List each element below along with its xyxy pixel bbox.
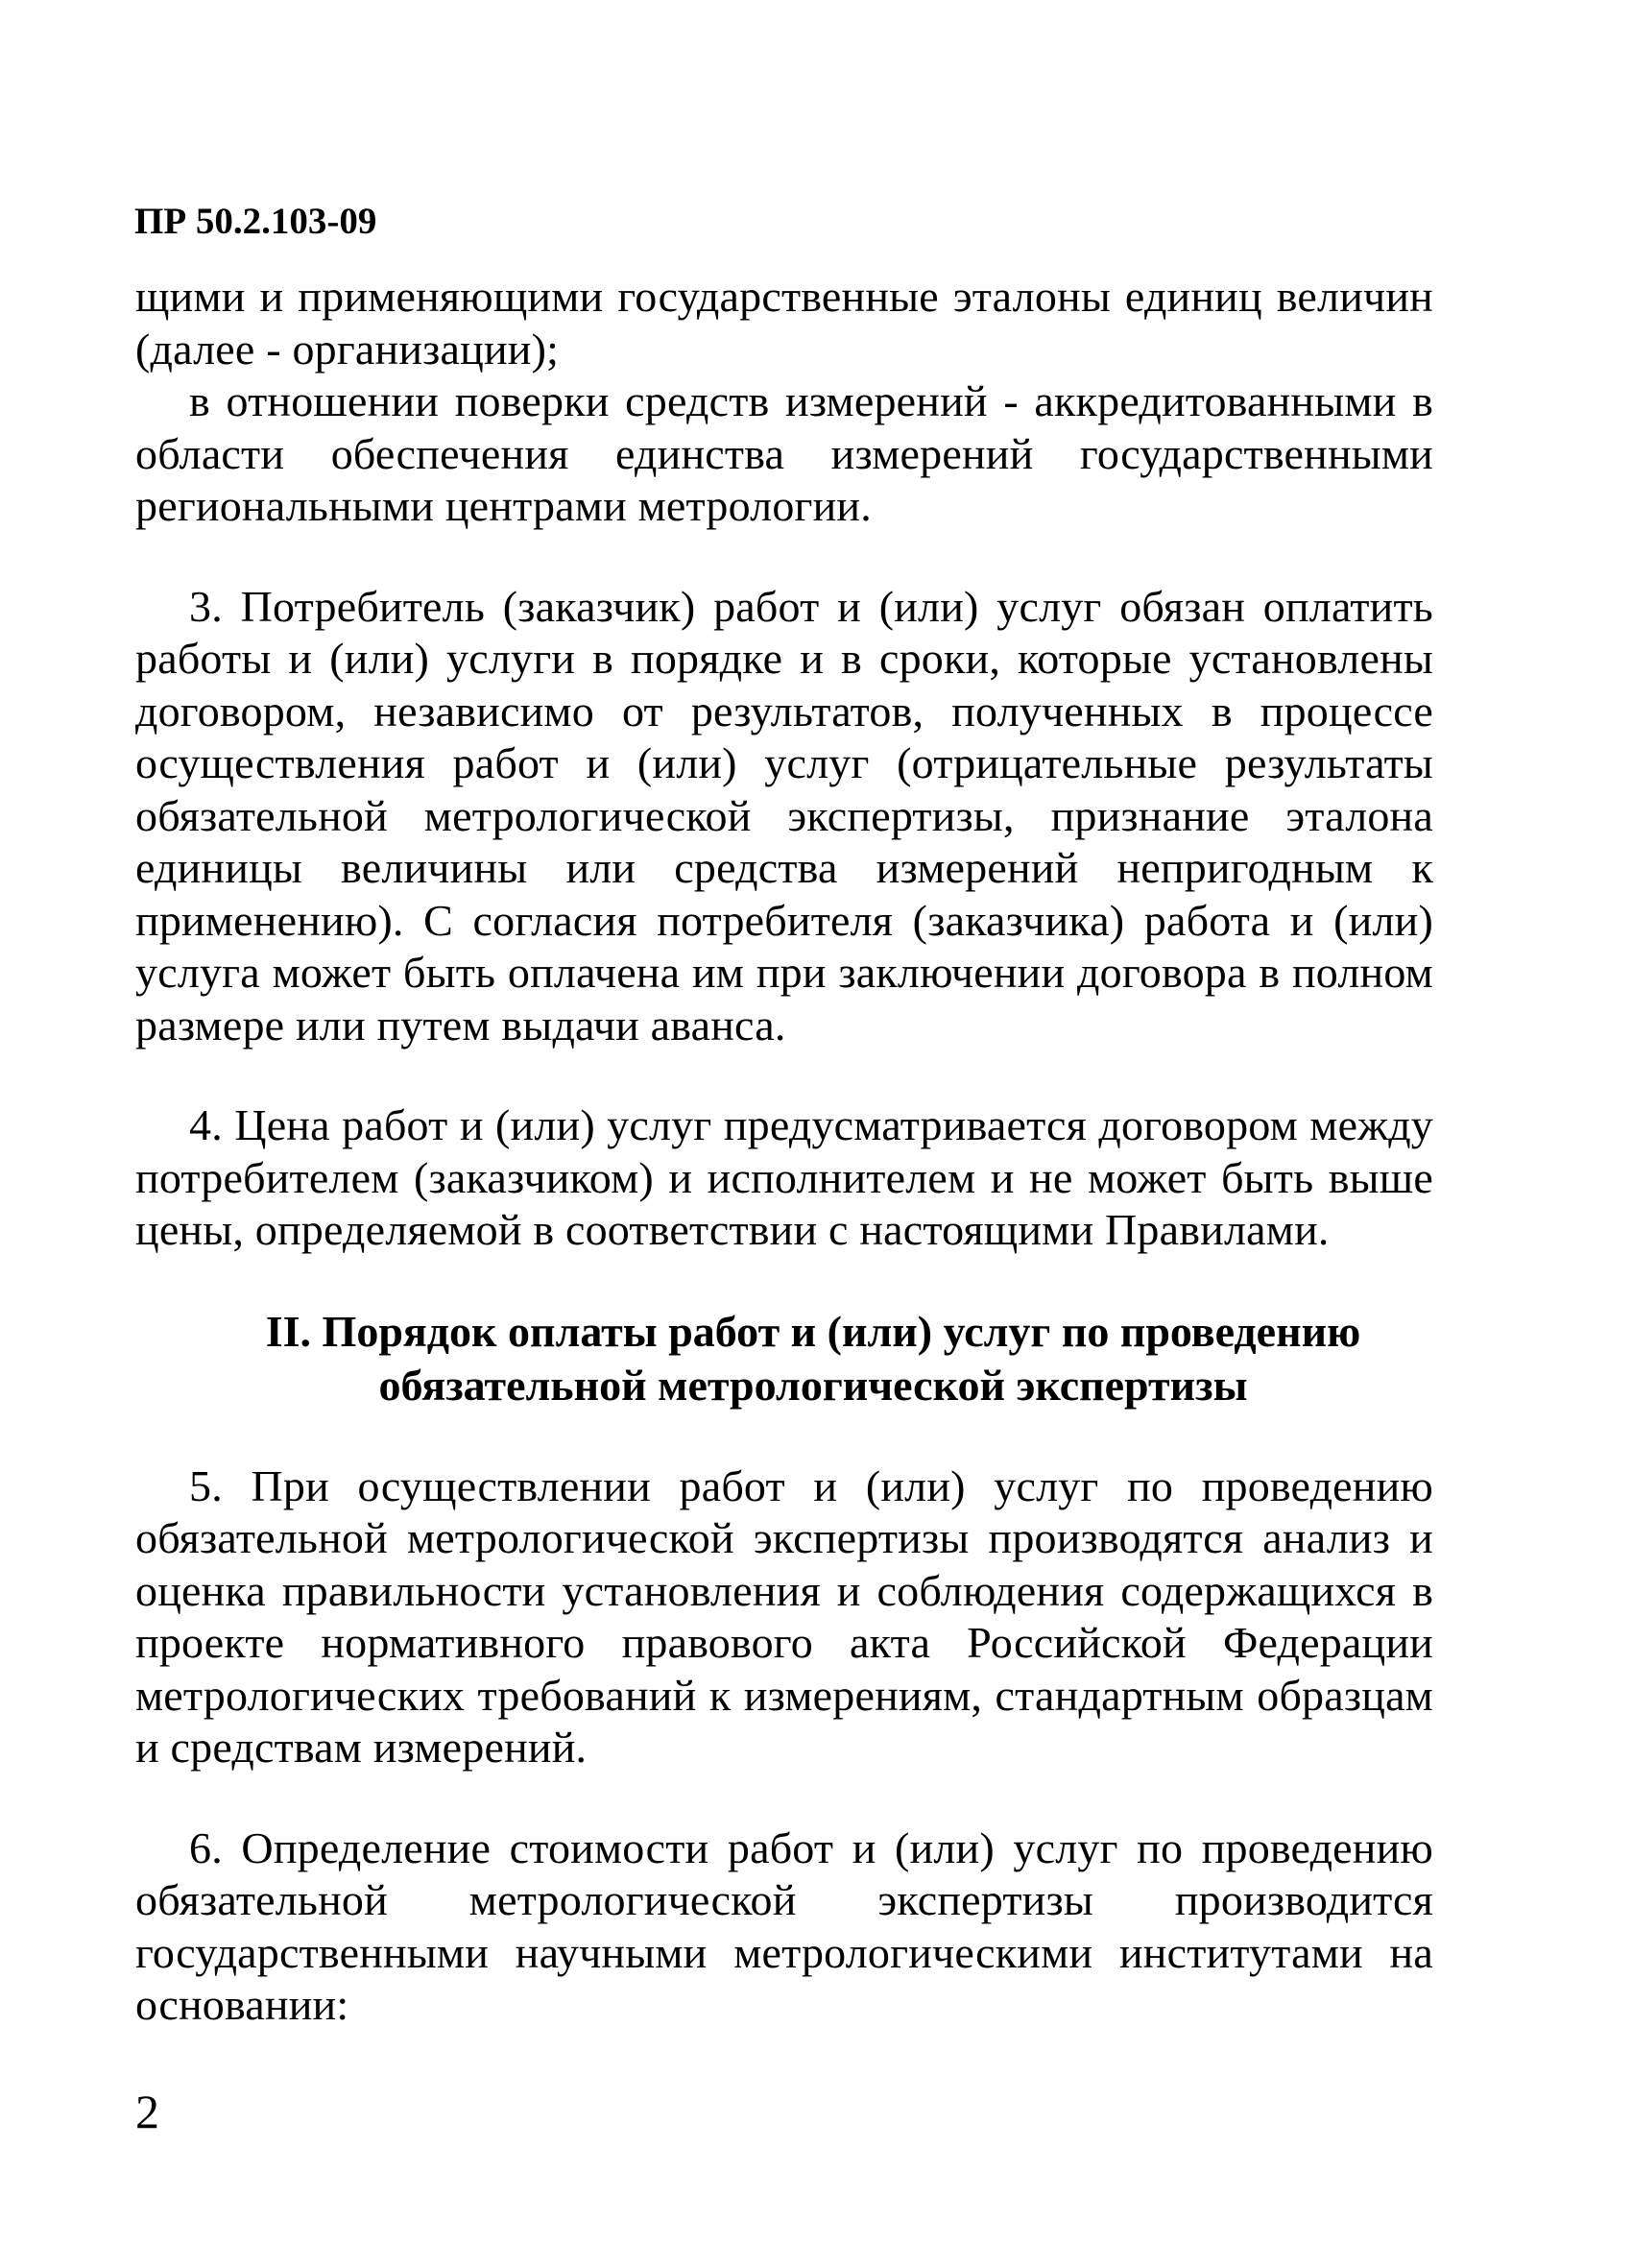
paragraph-gap xyxy=(135,1412,1433,1460)
paragraph-continuation-2: в отношении поверки средств измерений - аккредитованными в области обеспечения единства измерений государственными региональными центрами метрологии. xyxy=(135,376,1433,530)
paragraph-gap xyxy=(135,533,1433,581)
section-heading xyxy=(135,1305,1433,1412)
paragraph-gap xyxy=(135,1774,1433,1822)
page-number: 2 xyxy=(135,2085,159,2138)
paragraph-3: 3. Потребитель (заказчик) работ и (или) услуг обязан оплатить работы и (или) услуги в порядке и в сроки, которые установлены договором, независимо от результатов, полученных в процессе осуществления работ и (или) услуг (отрицательные результаты обязательной метрологической экспертизы, признание эталона единицы величины или средства измерений непригодным к применению). С согласия потребителя (заказчика) работа и (или) услуга может быть оплачена им при заключении договора в полном размере или путем выдачи аванса. xyxy=(135,581,1433,1050)
paragraph-gap xyxy=(135,1051,1433,1099)
section-heading-line-1: II. Порядок оплаты работ и (или) услуг по проведению xyxy=(265,1306,1361,1356)
paragraph-gap xyxy=(135,1257,1433,1305)
paragraph-4: 4. Цена работ и (или) услуг предусматривается договором между потребителем (заказчиком) и исполнителем и не может быть выше цены, определяемой в соответствии с настоящими Правилами. xyxy=(135,1100,1433,1254)
paragraph-5: 5. При осуществлении работ и (или) услуг по проведению обязательной метрологической экспертизы производятся анализ и оценка правильности установления и соблюдения содержащихся в проекте нормативного правового акта Российской Федерации метрологических требований к измерениям, стандартным образцам и средствам измерений. xyxy=(135,1460,1433,1772)
document-code: ПР 50.2.103-09 xyxy=(134,201,377,242)
paragraph-6: 6. Определение стоимости работ и (или) услуг по проведению обязательной метрологической экспертизы производится государственными научными метрологическими институтами на основании: xyxy=(135,1822,1433,2029)
document-body xyxy=(135,271,1433,2032)
paragraph-continuation-1: щими и применяющими государственные эталоны единиц величин (далее - организации); xyxy=(135,272,1433,374)
section-heading-line-2: обязательной метрологической экспертизы xyxy=(378,1360,1248,1410)
